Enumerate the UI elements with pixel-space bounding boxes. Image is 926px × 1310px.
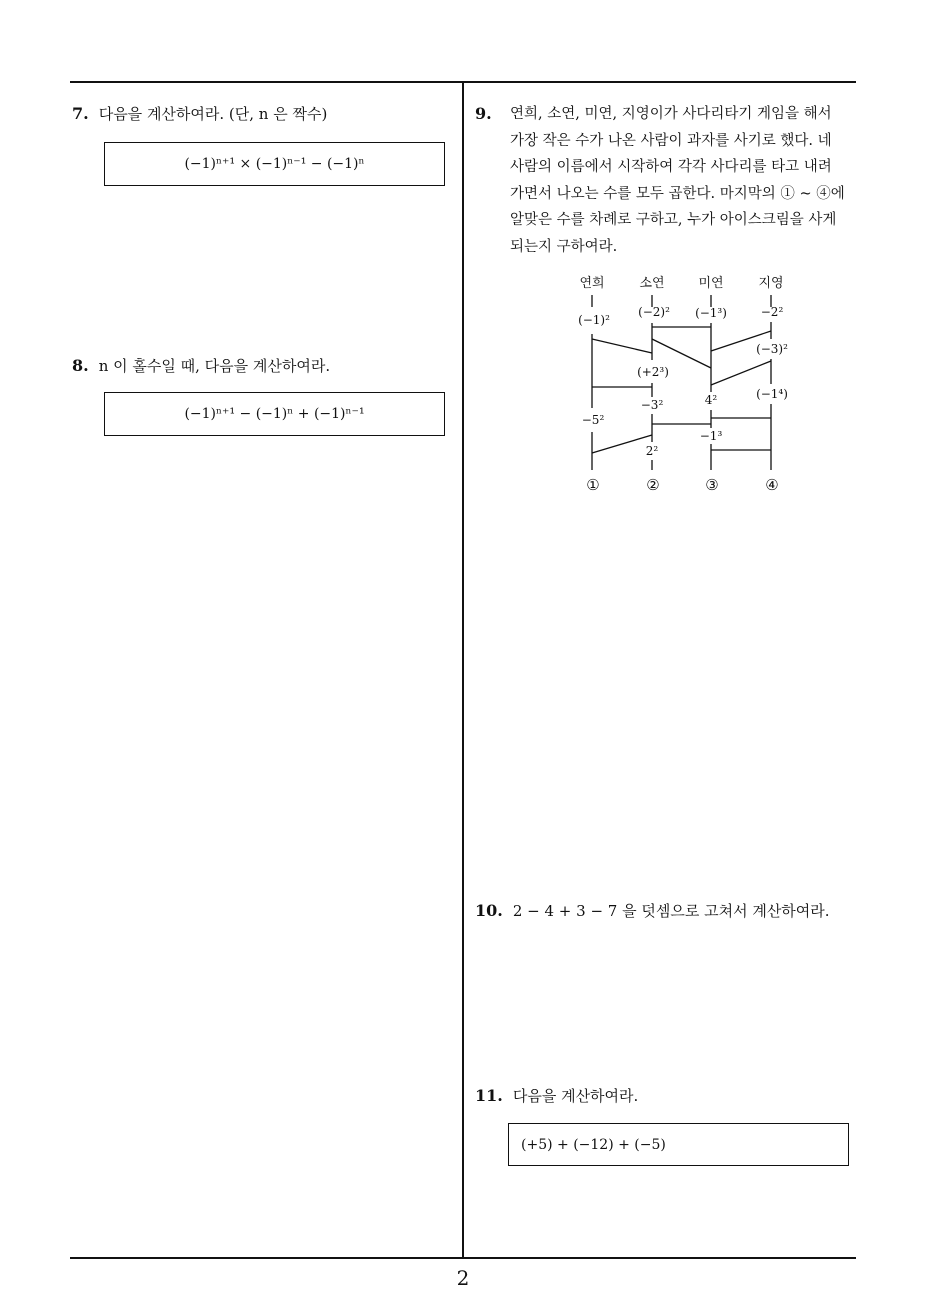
question-number: 10. xyxy=(475,901,503,920)
ladder-result: ① xyxy=(586,476,600,494)
ladder-result: ③ xyxy=(705,476,719,494)
ladder-result: ④ xyxy=(765,476,779,494)
page-number: 2 xyxy=(456,1266,470,1290)
expression: (+5) + (−12) + (−5) xyxy=(521,1136,666,1153)
question-11 xyxy=(475,1083,638,1109)
ladder-label: −2² xyxy=(760,305,784,319)
question-number: 8. xyxy=(72,356,89,375)
ladder-name: 소연 xyxy=(639,276,665,291)
text-line: 가장 작은 수가 나온 사람이 과자를 사기로 했다. 네 xyxy=(510,132,832,149)
text-line: 되는지 구하여라. xyxy=(510,238,618,255)
text-line: 사람의 이름에서 시작하여 각각 사다리를 타고 내려 xyxy=(510,159,832,175)
ladder-label: (−1)² xyxy=(578,313,610,327)
text-line: 알맞은 수를 차례로 구하고, 누가 아이스크림을 사게 xyxy=(510,212,837,228)
question-text: 2 − 4 + 3 − 7 을 덧셈으로 고쳐서 계산하여라. xyxy=(512,902,830,920)
ladder-name: 지영 xyxy=(758,276,784,291)
ladder-label: (+2³) xyxy=(637,365,669,379)
question-text: n 이 홀수일 때, 다음을 계산하여라. xyxy=(98,357,331,375)
ladder-name: 미연 xyxy=(698,276,724,291)
rung xyxy=(592,339,652,353)
ladder-result: ② xyxy=(646,476,660,494)
ladder-label: 2² xyxy=(645,444,659,458)
question-text: 다음을 계산하여라. (단, n 은 짝수) xyxy=(98,105,328,123)
text-line: 가면서 나오는 수를 모두 곱한다. 마지막의 ① ~ ④에 xyxy=(510,185,845,202)
question-10 xyxy=(475,898,830,924)
ladder-label: (−1⁴) xyxy=(756,387,788,401)
rung xyxy=(652,339,711,368)
ladder-label: (−2)² xyxy=(638,305,670,319)
expression: (−1)ⁿ⁺¹ × (−1)ⁿ⁻¹ − (−1)ⁿ xyxy=(184,156,365,172)
rung xyxy=(592,435,652,453)
question-9-number: 9. xyxy=(475,104,492,123)
expression: (−1)ⁿ⁺¹ − (−1)ⁿ + (−1)ⁿ⁻¹ xyxy=(184,406,365,422)
ladder-label: 4² xyxy=(704,393,718,407)
ladder-name: 연희 xyxy=(579,276,605,291)
ladder-label: −1³ xyxy=(699,429,723,443)
rung xyxy=(711,361,771,385)
ladder-label: (−1³) xyxy=(695,306,727,320)
expression-box-11 xyxy=(508,1123,849,1166)
ladder-label: (−3)² xyxy=(756,342,788,356)
question-number: 11. xyxy=(475,1086,503,1105)
text-line: 연희, 소연, 미연, 지영이가 사다리타기 게임을 해서 xyxy=(510,106,832,122)
ladder-label: −5² xyxy=(581,413,605,427)
ladder-label: −3² xyxy=(640,398,664,412)
question-number: 7. xyxy=(72,104,89,123)
question-text: 다음을 계산하여라. xyxy=(512,1087,639,1105)
